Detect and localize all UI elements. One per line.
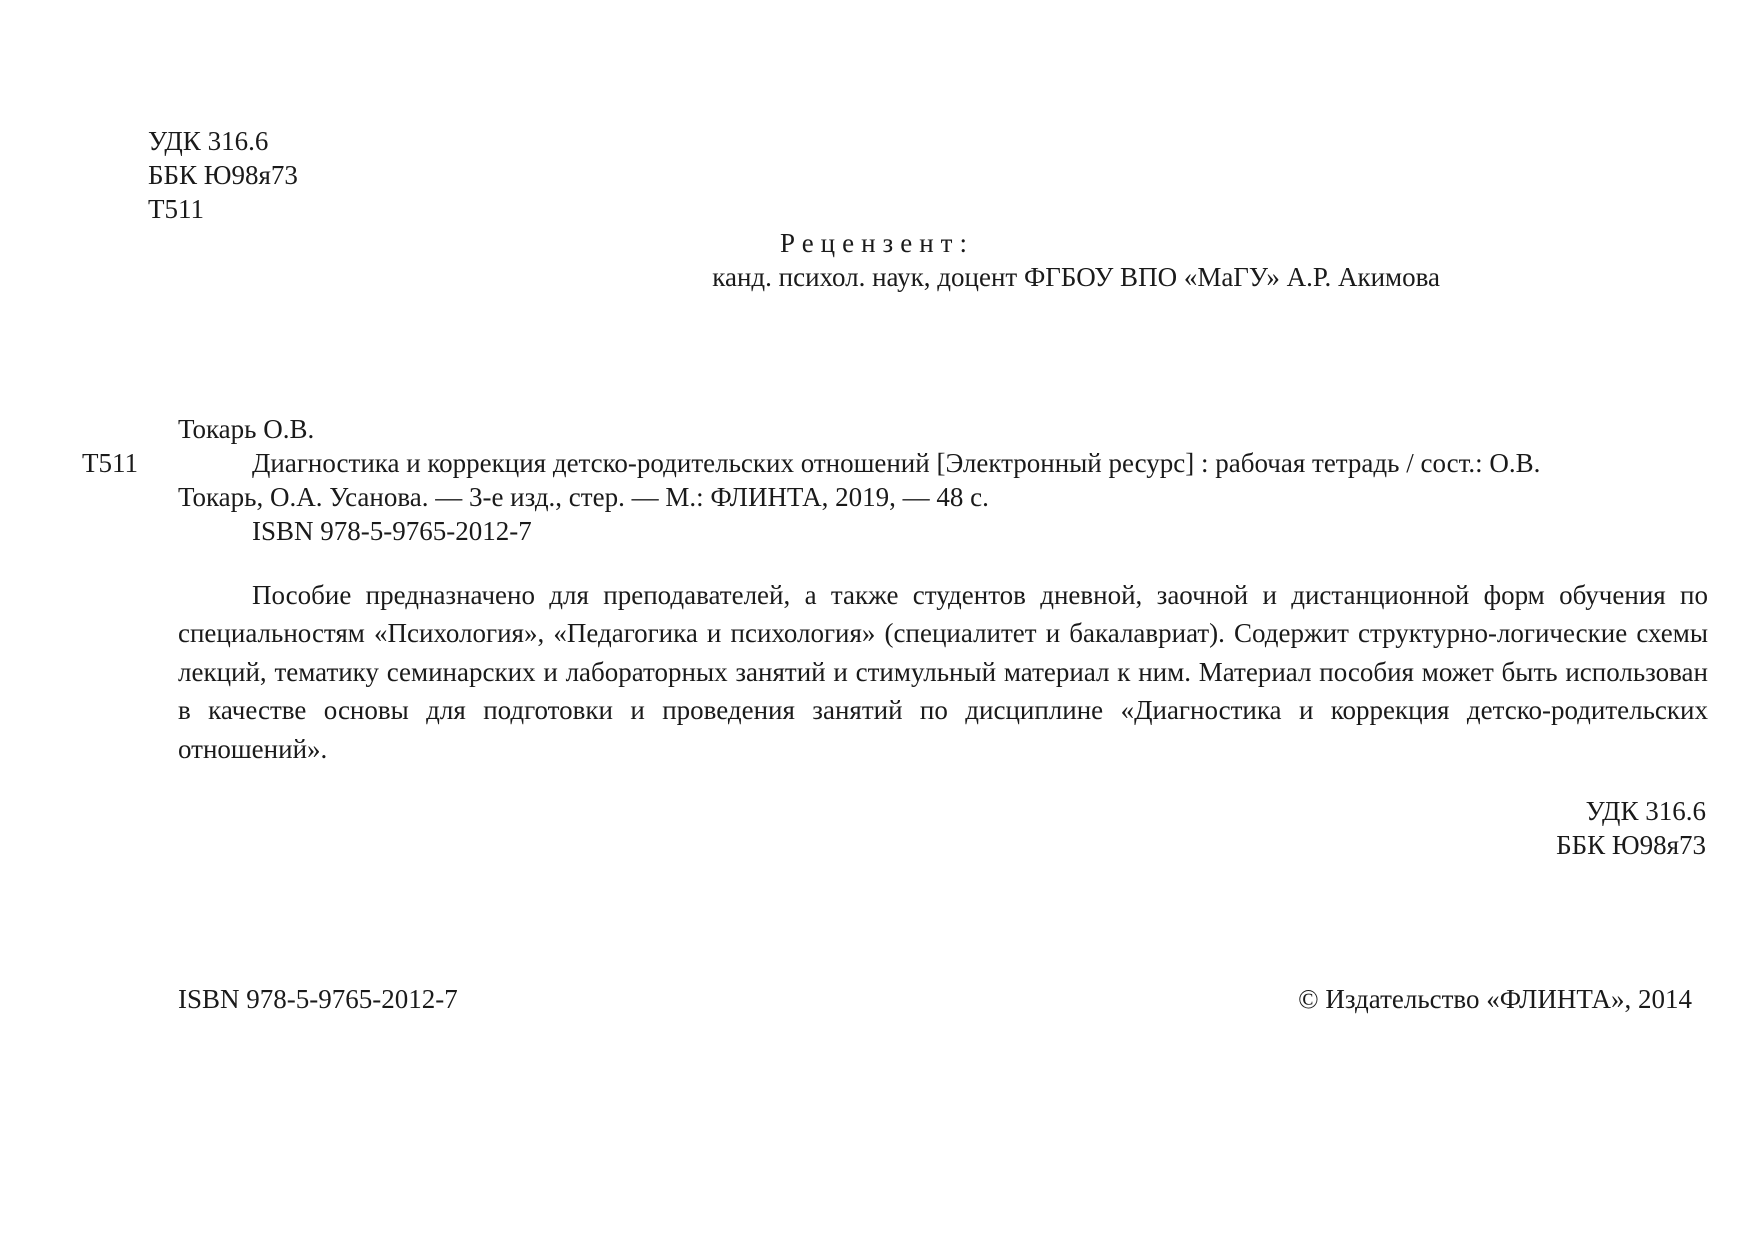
classification-codes-right xyxy=(1556,794,1706,862)
annotation-paragraph: Пособие предназначено для преподавателей, а также студентов дневной, заочной и дистанционной форм обучения по специальностям «Психология», «Педагогика и психология» (специалитет и бакалавриат). Содержит структурно-логические схемы лекций, тематику семинарских и лабораторных занятий и стимульный материал к ним. Материал пособия может быть использован в качестве основы для подготовки и проведения занятий по дисциплине «Диагностика и коррекция детско-родительских отношений». xyxy=(178,580,1708,764)
footer-copyright: © Издательство «ФЛИНТА», 2014 xyxy=(1298,984,1692,1014)
udk-code-right: УДК 316.6 xyxy=(1585,796,1706,826)
author-mark: Т511 xyxy=(148,194,204,224)
reviewer-line: канд. психол. наук, доцент ФГБОУ ВПО «МаГУ» А.Р. Акимова xyxy=(712,262,1440,292)
classification-codes xyxy=(148,124,298,226)
footer-isbn: ISBN 978-5-9765-2012-7 xyxy=(178,984,458,1014)
biblio-isbn: ISBN 978-5-9765-2012-7 xyxy=(252,516,532,546)
bbk-code-right: ББК Ю98я73 xyxy=(1556,830,1706,860)
reviewer-label: Рецензент: xyxy=(780,228,974,258)
biblio-author: Токарь О.В. xyxy=(178,414,315,444)
udk-code: УДК 316.6 xyxy=(148,126,269,156)
biblio-description-line1: Диагностика и коррекция детско-родительских отношений [Электронный ресурс] : рабочая тетрадь / сост.: О.В. xyxy=(252,448,1541,478)
bbk-code: ББК Ю98я73 xyxy=(148,160,298,190)
biblio-side-code: Т511 xyxy=(82,448,138,478)
biblio-description-line2: Токарь, О.А. Усанова. — 3-е изд., стер. — М.: ФЛИНТА, 2019, — 48 с. xyxy=(178,482,989,512)
bibliographic-record xyxy=(178,412,1708,548)
